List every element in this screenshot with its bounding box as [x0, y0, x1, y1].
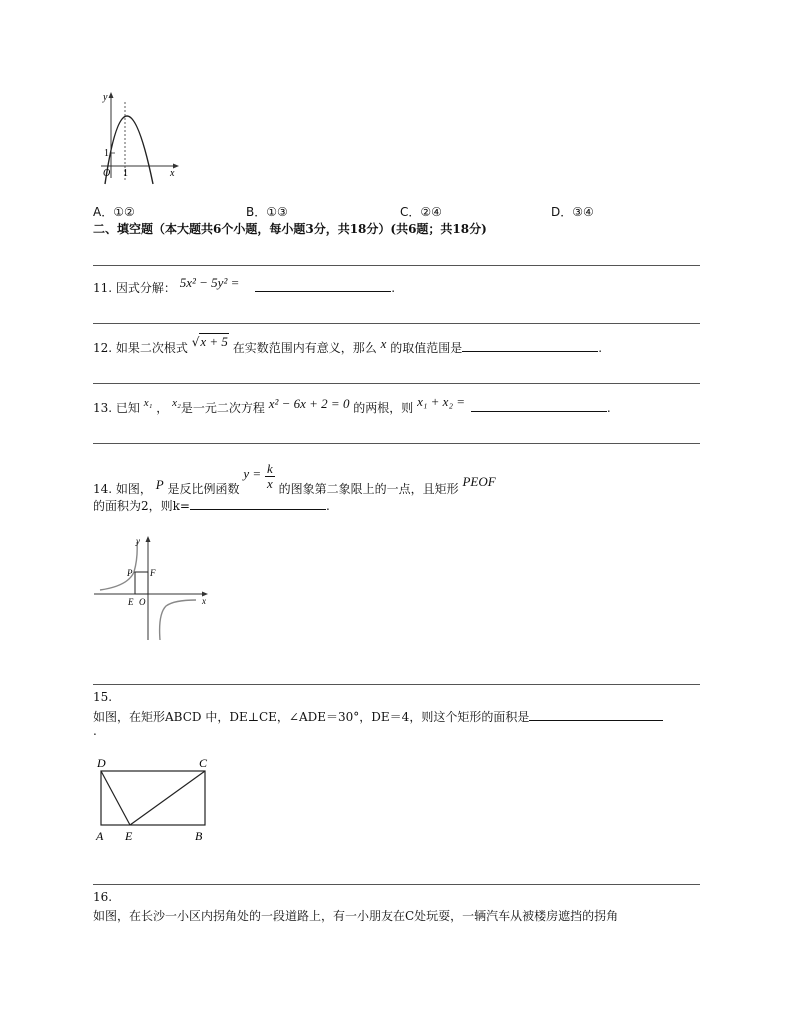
q12-suffix: 的取值范围是 [390, 341, 463, 355]
q10-option-d[interactable] [551, 203, 594, 220]
q15-label-a: A [96, 829, 104, 843]
q13 [93, 394, 611, 416]
q14-p: P [155, 477, 164, 492]
q12-end: . [598, 341, 603, 355]
q11-end: . [391, 281, 396, 295]
q10-parabola-curve [105, 116, 153, 184]
q10-option-a-letter: A [93, 205, 102, 219]
q10-label-1x: 1 [123, 168, 128, 179]
q10-option-a-value: ①② [113, 205, 135, 219]
section2-heading: 二、填空题（本大题共6个小题，每小题3分，共18分）(共6题；共18分) [93, 222, 487, 236]
q14-curve-q4 [160, 600, 196, 640]
q15-question: 如图，在矩形ABCD 中，DE⊥CE，∠ADE＝30°，DE＝4，则这个矩形的面积是 [93, 710, 530, 724]
q10-label-y: y [103, 92, 108, 103]
q14-function-numerator: k [266, 461, 273, 476]
q11-expression: 5x² − 5y² = [179, 275, 240, 290]
q10-option-b-letter: B [246, 205, 255, 219]
divider-4 [93, 443, 700, 444]
q14-label-p: P [127, 568, 133, 578]
q10-option-c-sep: ． [408, 205, 421, 219]
divider-1 [93, 265, 700, 266]
q10-label-x: x [170, 168, 175, 179]
q15-number: 15. [93, 690, 113, 704]
q10-option-c[interactable] [400, 203, 442, 220]
q10-option-b[interactable] [246, 203, 288, 220]
q14-mid: 是反比例函数 [167, 482, 240, 496]
q11-prefix: 11. 因式分解： [93, 281, 176, 295]
q15-end: . [93, 724, 97, 738]
q13-end: . [606, 401, 611, 415]
divider-6 [93, 884, 700, 885]
q14-label-y: y [136, 536, 140, 546]
q14-mid2: 的图象第二象限上的一点，且矩形 [278, 482, 459, 496]
q11-answer-blank[interactable] [255, 279, 391, 292]
q12-answer-blank[interactable] [462, 339, 598, 352]
divider-2 [93, 323, 700, 324]
q14-label-o: O [139, 597, 146, 607]
q16-text: 如图，在长沙一小区内拐角处的一段道路上，有一小朋友在C处玩耍，一辆汽车从被楼房遮挡的拐角 [93, 909, 619, 923]
q10-option-a[interactable] [93, 203, 135, 220]
q10-option-b-sep: ． [254, 205, 267, 219]
q13-x2: x₂ [172, 397, 181, 409]
q10-option-b-value: ①③ [266, 205, 288, 219]
q10-option-d-letter: D [551, 205, 561, 219]
q12-radical: √x + 5 [191, 334, 228, 349]
q14-line2-text: 的面积为2，则k= [93, 499, 190, 513]
q14-function-lhs: y = [243, 466, 262, 481]
q14-rect-peof [135, 572, 148, 594]
q15-label-b: B [195, 829, 203, 843]
divider-5 [93, 684, 700, 685]
q15-segment-ce [130, 771, 205, 825]
q14-function-denominator: x [266, 476, 273, 491]
q13-mid: 是一元二次方程 [180, 401, 265, 415]
q14-function-fraction [265, 462, 275, 491]
q10-option-c-value: ②④ [420, 205, 442, 219]
q11 [93, 275, 396, 296]
q12-mid: 在实数范围内有意义，那么 [232, 341, 377, 355]
q15-rectangle-figure [93, 754, 217, 846]
q12 [93, 334, 603, 356]
q14-label-f: F [150, 568, 156, 578]
q14-answer-blank[interactable] [190, 497, 326, 510]
q15-answer-blank[interactable] [529, 708, 663, 721]
divider-3 [93, 383, 700, 384]
q13-mid2: 的两根，则 [353, 401, 414, 415]
q10-option-d-sep: ． [560, 205, 573, 219]
q15-rect-abcd [101, 771, 205, 825]
q14-label-x: x [202, 596, 206, 606]
q13-equation: x² − 6x + 2 = 0 [268, 396, 350, 411]
q15-segment-de [101, 771, 130, 825]
q10-label-o: O [103, 168, 111, 179]
q13-prefix: 13. 已知 [93, 401, 140, 415]
q15-label-e: E [125, 829, 133, 843]
q13-x1: x₁ [143, 397, 153, 409]
q14-line2 [93, 497, 330, 514]
q14-label-e: E [128, 597, 134, 607]
q10-label-1y: 1 [104, 148, 109, 159]
q10-option-a-sep: ． [101, 205, 114, 219]
q10-y-arrow [109, 92, 114, 98]
q12-prefix: 12. 如果二次根式 [93, 341, 188, 355]
q14-prefix: 14. 如图， [93, 482, 152, 496]
q13-sum: x₁ + x₂ = [417, 394, 465, 409]
q15-label-c: C [199, 756, 208, 770]
q14-rect: PEOF [462, 474, 496, 489]
q12-radicand: x + 5 [200, 334, 228, 349]
q14-hyperbola-figure [92, 534, 214, 642]
q10-option-d-value: ③④ [572, 205, 594, 219]
q14-curve-q2 [100, 542, 137, 590]
q14-y-arrow [146, 536, 151, 542]
q10-option-c-letter: C [400, 205, 409, 219]
q15-label-d: D [97, 756, 106, 770]
q13-comma: ， [156, 401, 169, 415]
q15-text [93, 708, 663, 725]
q16-number: 16. [93, 890, 113, 904]
q12-var: x [380, 336, 387, 351]
q10-parabola-figure [93, 88, 185, 186]
q13-answer-blank[interactable] [471, 399, 607, 412]
q14-end: . [325, 499, 330, 513]
